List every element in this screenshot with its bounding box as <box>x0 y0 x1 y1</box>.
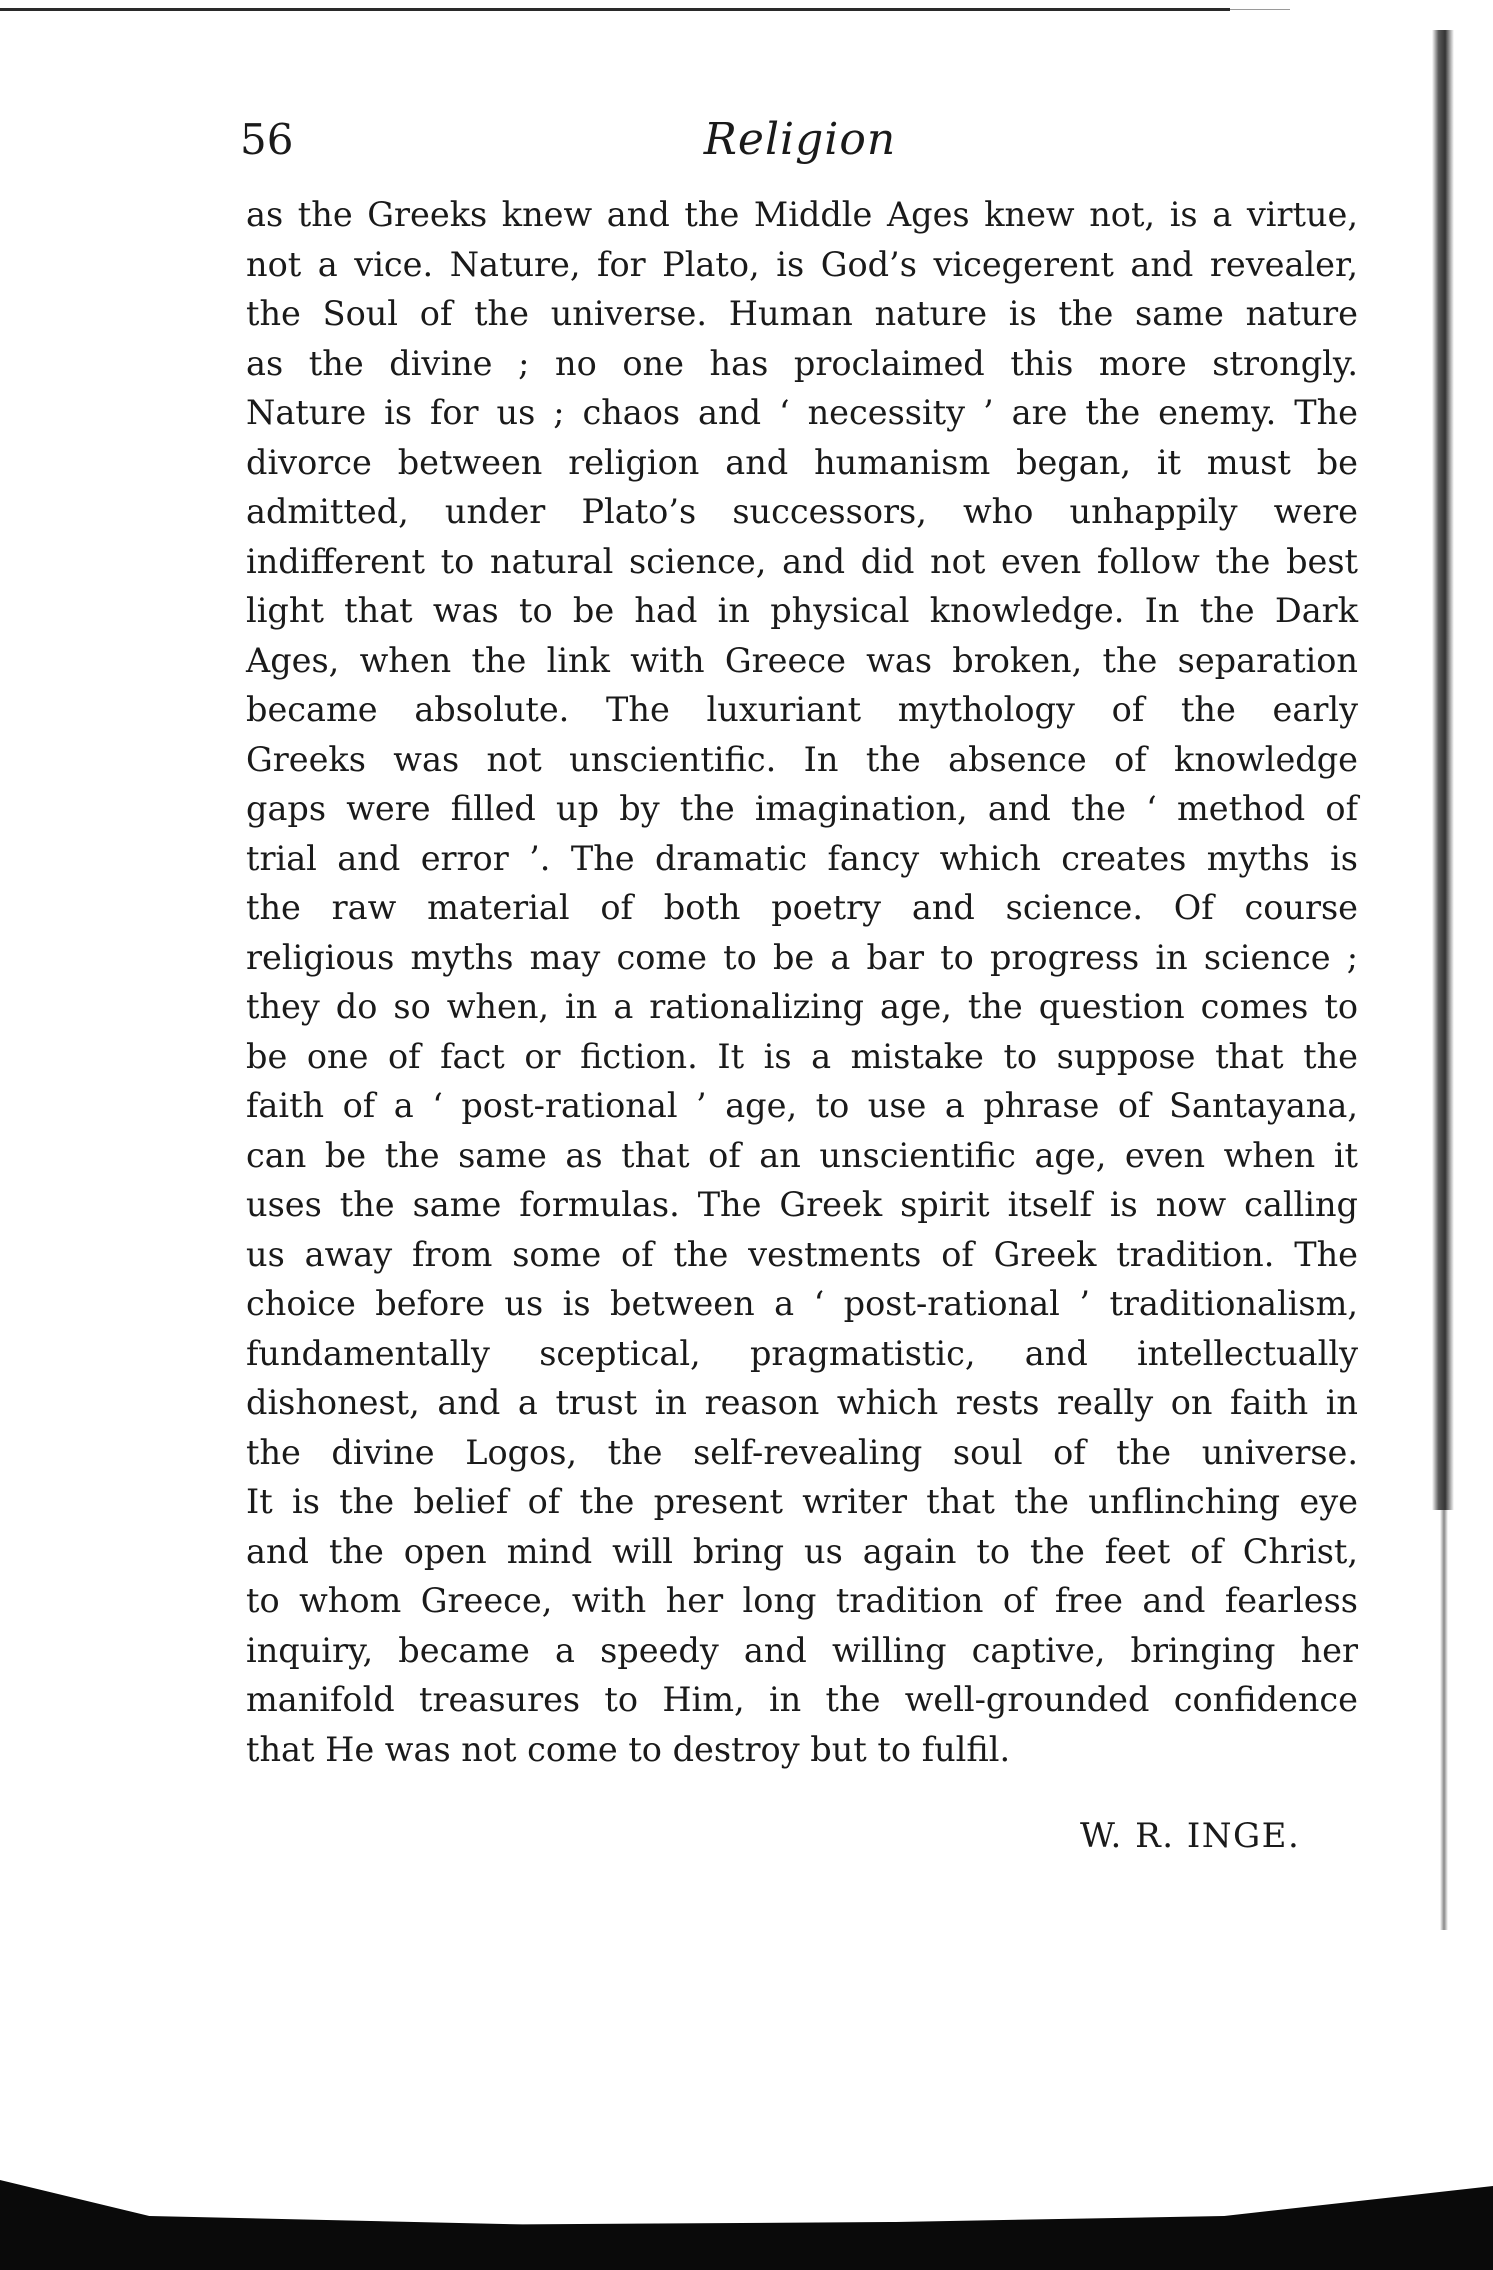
text-line: as the divine ; no one has proclaimed this more strongly. <box>246 343 1358 383</box>
top-page-rule <box>0 8 1230 11</box>
text-line-last: that He was not come to destroy but to fulfil. <box>246 1729 1011 1769</box>
text-line: dishonest, and a trust in reason which rests really on faith in <box>246 1383 1358 1422</box>
text-line: as the Greeks knew and the Middle Ages knew not, is a virtue, <box>246 195 1358 234</box>
text-line: fundamentally sceptical, pragmatistic, and intellectually <box>246 1333 1358 1373</box>
text-line: trial and error ’. The dramatic fancy which creates myths is <box>246 838 1358 878</box>
text-line: divorce between religion and humanism began, it must be <box>246 442 1358 482</box>
page-number: 56 <box>240 115 294 164</box>
text-line: to whom Greece, with her long tradition of free and fearless <box>246 1581 1358 1620</box>
text-line: faith of a ‘ post-rational ’ age, to use a phrase of Santayana, <box>246 1086 1358 1125</box>
text-line: religious myths may come to be a bar to progress in science ; <box>246 937 1358 977</box>
text-line: Ages, when the link with Greece was broken, the separation <box>246 640 1358 680</box>
text-line: light that was to be had in physical knowledge. In the Dark <box>246 591 1358 630</box>
page-gutter-shadow <box>1432 30 1454 1510</box>
running-head: Religion <box>703 114 897 165</box>
text-line: manifold treasures to Him, in the well-grounded confidence <box>246 1680 1358 1719</box>
text-line: Greeks was not unscientific. In the absence of knowledge <box>246 739 1358 779</box>
text-line: Nature is for us ; chaos and ‘ necessity ’ are the enemy. The <box>246 393 1358 432</box>
text-line: gaps were filled up by the imagination, and the ‘ method of <box>246 789 1358 828</box>
author-signature: W. R. INGE. <box>1080 1816 1301 1856</box>
text-line: indifferent to natural science, and did not even follow the best <box>246 541 1358 581</box>
page-gutter-shadow-lower <box>1440 1510 1448 1930</box>
text-line: be one of fact or fiction. It is a mistake to suppose that the <box>246 1036 1358 1076</box>
page-bottom-shadow <box>0 2150 1493 2270</box>
text-line: the Soul of the universe. Human nature is the same nature <box>246 294 1358 333</box>
top-page-rule-fade <box>1230 9 1290 10</box>
text-line: they do so when, in a rationalizing age, the question comes to <box>246 987 1358 1026</box>
body-text <box>246 190 1358 1774</box>
text-line: can be the same as that of an unscientific age, even when it <box>246 1135 1358 1175</box>
text-line: It is the belief of the present writer that the unflinching eye <box>246 1482 1358 1521</box>
text-line: the raw material of both poetry and science. Of course <box>246 888 1358 927</box>
text-line: not a vice. Nature, for Plato, is God’s vicegerent and revealer, <box>246 244 1358 284</box>
text-line: choice before us is between a ‘ post-rational ’ traditionalism, <box>246 1284 1358 1323</box>
text-line: and the open mind will bring us again to the feet of Christ, <box>246 1531 1358 1571</box>
text-line: inquiry, became a speedy and willing captive, bringing her <box>246 1630 1358 1670</box>
text-line: us away from some of the vestments of Greek tradition. The <box>246 1234 1358 1274</box>
page-header <box>240 105 1360 175</box>
text-line: uses the same formulas. The Greek spirit itself is now calling <box>246 1185 1358 1224</box>
text-line: became absolute. The luxuriant mythology of the early <box>246 690 1358 729</box>
text-line: admitted, under Plato’s successors, who unhappily were <box>246 492 1358 531</box>
text-line: the divine Logos, the self-revealing soul of the universe. <box>246 1432 1358 1472</box>
